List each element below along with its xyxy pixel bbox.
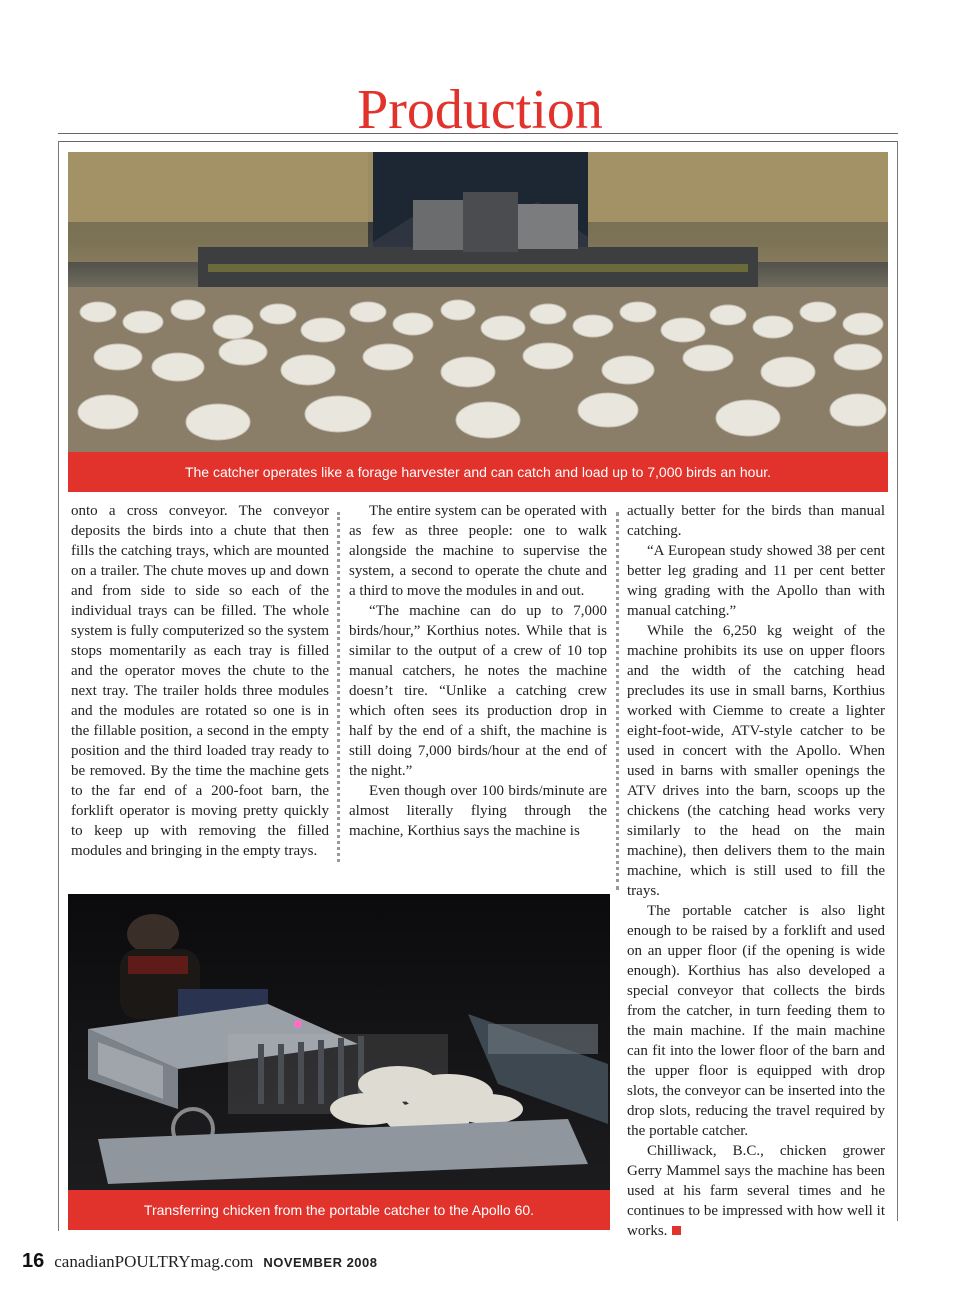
issue-date: NOVEMBER 2008 (263, 1255, 378, 1270)
section-title: Production (357, 79, 603, 141)
paragraph: “A European study showed 38 per cent better leg grading and 11 per cent better wing grading with the Apollo than with manual catching.” (627, 543, 885, 619)
paragraph-text: Chilliwack, B.C., chicken grower Gerry Mammel says the machine has been used at his farm several times and he continues to be impressed with how well it works. (627, 1143, 885, 1239)
frame-border-left (58, 141, 59, 1231)
paragraph: onto a cross conveyor. The conveyor deposits the birds into a chute that then fills the catching trays, which are mounted on a trailer. The chute moves up and down and from side to side so each of the individual trays can be filled. The whole system is fully computerized so the system stops momentarily as each tray is filled and the operator moves the chute to the next tray. The trailer holds three modules and the modules are rotated so one is in the fillable position, a second in the empty position and the third loaded tray ready to be removed. By the time the machine gets to the far end of a 200-foot barn, the forklift operator is moving pretty quickly to keep up with removing the filled modules and bringing in the empty trays. (71, 503, 329, 859)
paragraph: The portable catcher is also light enough to be raised by a forklift and used on an upper floor (if the opening is wide enough). Korthius has also developed a special conveyor that collects the birds from the catcher, in turn feeding them to the main machine. If the main machine can fit into the lower floor of the barn and the upper floor is equipped with drop slots, the conveyor can be inserted into the drop slots, reducing the travel required by the portable catcher. (627, 903, 885, 1139)
paragraph: “The machine can do up to 7,000 birds/hour,” Korthius notes. While that is similar to the output of a crew of 10 top manual catchers, he notes the machine doesn’t tire. “Unlike a catching crew which often sees its production drop in half by the end of a shift, the machine is still doing 7,000 birds/hour at the end of the night.” (349, 603, 607, 779)
barn-catcher-photo (68, 152, 888, 452)
barn-catcher-illustration (68, 152, 888, 452)
text-column-1 (71, 501, 329, 861)
frame-border-right (897, 141, 898, 1221)
photo-caption: Transferring chicken from the portable catcher to the Apollo 60. (68, 1190, 610, 1230)
page-footer (22, 1250, 378, 1274)
column-separator (616, 512, 619, 890)
magazine-url: canadianPOULTRYmag.com (54, 1252, 254, 1271)
paragraph: actually better for the birds than manual catching. (627, 503, 885, 539)
page-number: 16 (22, 1250, 45, 1272)
paragraph: Even though over 100 birds/minute are almost literally flying through the machine, Korthius says the machine is (349, 783, 607, 839)
column-separator (337, 512, 340, 862)
portable-catcher-photo (68, 894, 610, 1190)
paragraph: The entire system can be operated with as few as three people: one to walk alongside the machine to supervise the system, a second to operate the chute and a third to move the modules in and out. (349, 503, 607, 599)
text-column-2 (349, 501, 607, 841)
header-rule (58, 133, 898, 134)
header-rule (58, 141, 898, 142)
portable-catcher-illustration (68, 894, 610, 1190)
photo-caption: The catcher operates like a forage harvester and can catch and load up to 7,000 birds an hour. (68, 452, 888, 492)
end-mark-icon (672, 1226, 681, 1235)
text-column-3 (627, 501, 885, 1241)
final-paragraph (627, 1141, 885, 1241)
paragraph: While the 6,250 kg weight of the machine prohibits its use on upper floors and the width of the catching head precludes its use in small barns, Korthius worked with Ciemme to create a lighter eight-foot-wide, ATV-style catcher to be used in concert with the Apollo. When used in barns with smaller openings the ATV drives into the barn, scoops up the chickens (the catching head works very similarly to the head on the main machine), then delivers them to the main machine, which is still used to fill the trays. (627, 623, 885, 899)
